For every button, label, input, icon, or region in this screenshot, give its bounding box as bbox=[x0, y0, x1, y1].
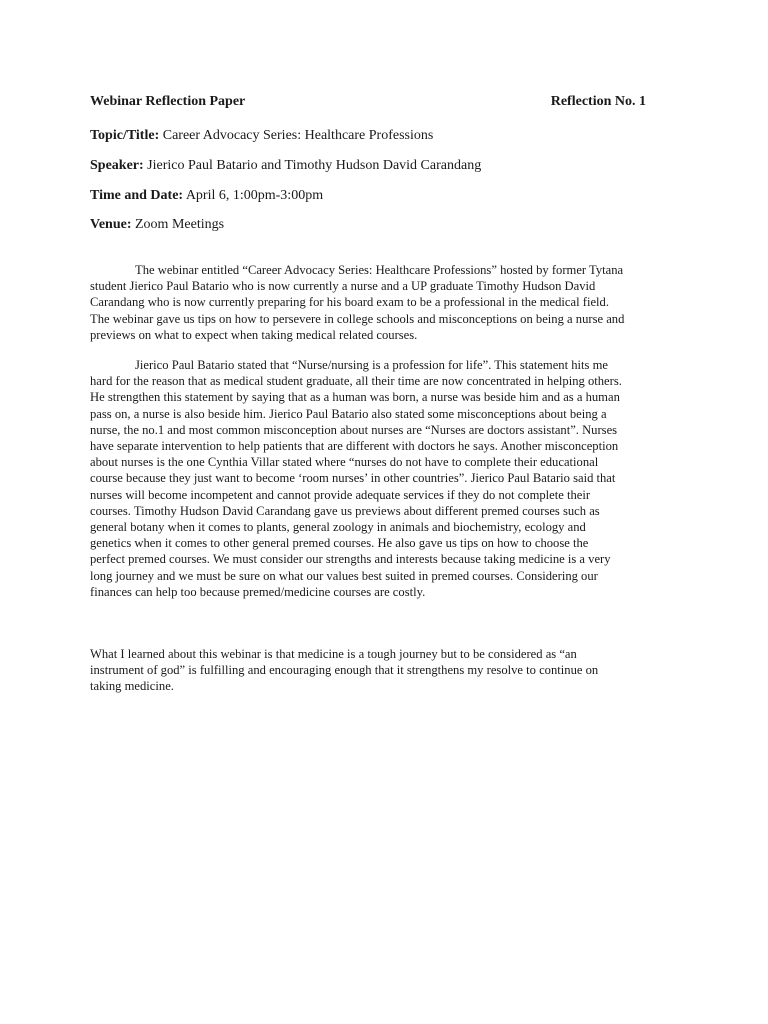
paragraph-line: about nurses is the one Cynthia Villar stated where “nurses do not have to complete their educational bbox=[90, 455, 599, 470]
paragraph-line: hard for the reason that as medical student graduate, all their time are now concentrated in helping others. bbox=[90, 374, 622, 389]
paragraph-line: have separate intervention to help patients that are different with doctors he says. Another misconception bbox=[90, 439, 619, 454]
speaker-line bbox=[90, 158, 481, 174]
venue-line bbox=[90, 217, 224, 233]
topic-value: Career Advocacy Series: Healthcare Professions bbox=[162, 128, 434, 143]
reflection-number: Reflection No. 1 bbox=[550, 94, 646, 109]
paragraph-line: Carandang who is now currently preparing for his board exam to be a professional in the medical field. bbox=[90, 295, 609, 310]
paragraph-line: The webinar gave us tips on how to persevere in college schools and misconceptions on being a nurse and bbox=[90, 311, 625, 326]
paragraph-conclusion bbox=[90, 646, 680, 695]
speaker-label: Speaker: bbox=[90, 158, 144, 173]
paragraph-line: finances can help too because premed/medicine courses are costly. bbox=[90, 584, 426, 599]
paragraph-line: pass on, a nurse is also beside him. Jierico Paul Batario also stated some misconceptions about being a bbox=[90, 406, 607, 421]
paragraph-body bbox=[90, 357, 680, 600]
paragraph-line: Jierico Paul Batario stated that “Nurse/nursing is a profession for life”. This statement hits me bbox=[135, 358, 608, 372]
paragraph-line: nurse, the no.1 and most common misconception about nurses are “Nurses are doctors assistant”. Nurses bbox=[90, 422, 618, 437]
paragraph-line: What I learned about this webinar is that medicine is a tough journey but to be considered as “an bbox=[90, 647, 577, 661]
paragraph-line: long journey and we must be sure on what our values best suited in premed courses. Considering our bbox=[90, 568, 598, 583]
topic-label: Topic/Title: bbox=[90, 128, 160, 143]
topic-line bbox=[90, 128, 433, 144]
paragraph-line: course because they just want to become ‘room nurses’ in other countries”. Jierico Paul Batario said that bbox=[90, 471, 616, 486]
paragraph-line: taking medicine. bbox=[90, 679, 174, 694]
paragraph-intro bbox=[90, 262, 680, 343]
paragraph-line: instrument of god” is fulfilling and encouraging enough that it strengthens my resolve to continue on bbox=[90, 663, 599, 678]
document-title: Webinar Reflection Paper bbox=[90, 94, 246, 109]
paragraph-line: student Jierico Paul Batario who is now currently a nurse and a UP graduate Timothy Hudson David bbox=[90, 279, 596, 294]
paragraph-line: general botany when it comes to plants, general zoology in animals and biochemistry, ecology and bbox=[90, 520, 586, 535]
speaker-value: Jierico Paul Batario and Timothy Hudson David Carandang bbox=[147, 158, 482, 173]
time-date-label: Time and Date: bbox=[90, 188, 184, 203]
paragraph-line: The webinar entitled “Career Advocacy Series: Healthcare Professions” hosted by former Tytana bbox=[135, 263, 624, 277]
venue-label: Venue: bbox=[90, 217, 132, 232]
paragraph-line: He strengthen this statement by saying that as a human was born, a nurse was beside him and as a human bbox=[90, 390, 620, 405]
paragraph-line: courses. Timothy Hudson David Carandang gave us previews about different premed courses such as bbox=[90, 503, 600, 518]
document-header bbox=[90, 94, 646, 110]
time-date-line bbox=[90, 188, 323, 204]
paragraph-line: perfect premed courses. We must consider our strengths and interests because taking medicine is a very bbox=[90, 552, 611, 567]
paragraph-line: nurses will become incompetent and cannot provide adequate services if they do not complete their bbox=[90, 487, 591, 502]
venue-value: Zoom Meetings bbox=[135, 217, 225, 232]
time-date-value: April 6, 1:00pm-3:00pm bbox=[185, 188, 324, 203]
paragraph-line: previews on what to expect when taking medical related courses. bbox=[90, 327, 418, 342]
paragraph-line: genetics when it comes to other general premed courses. He also gave us tips on how to choose the bbox=[90, 536, 589, 551]
